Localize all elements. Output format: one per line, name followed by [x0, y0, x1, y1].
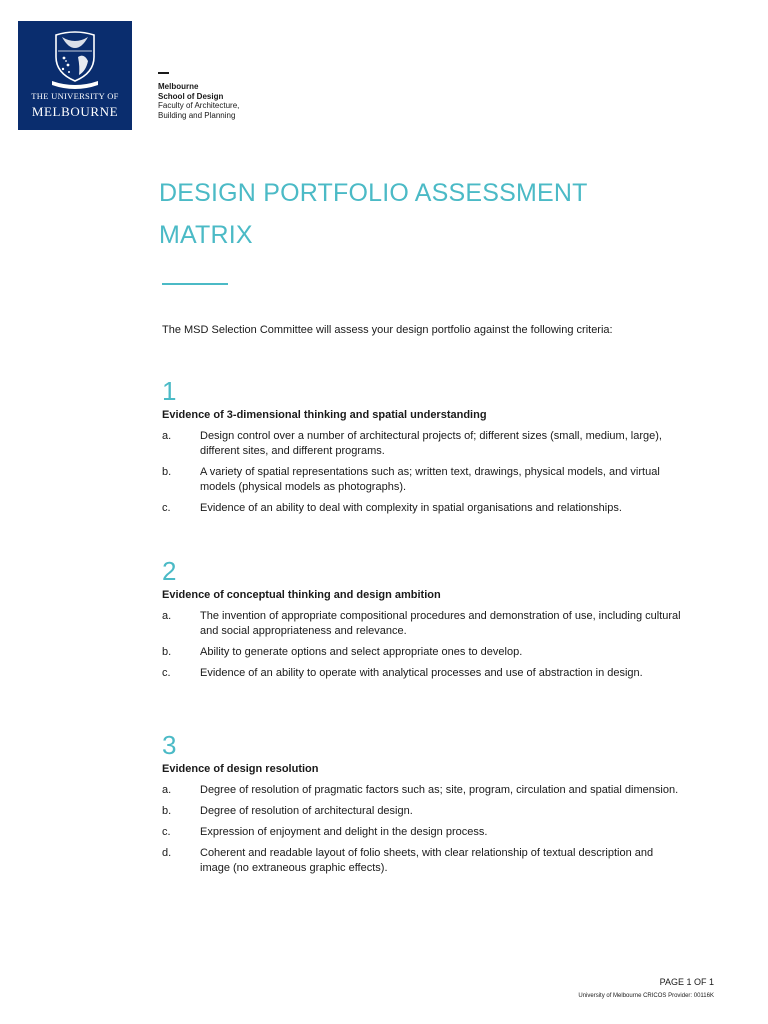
- item-text: Design control over a number of architectural projects of; different sizes (small, medium, large), different sites, and different programs.: [200, 430, 662, 457]
- item-letter: c.: [162, 667, 171, 679]
- item-text: A variety of spatial representations such as; written text, drawings, physical models, and virtual models (physical models as photographs).: [200, 466, 660, 493]
- list-item: [162, 645, 682, 660]
- list-item: [162, 501, 682, 516]
- cricos-notice: University of Melbourne CRICOS Provider: 00116K: [578, 993, 714, 999]
- title-accent-rule: [162, 283, 228, 285]
- list-item: [162, 666, 682, 681]
- faculty-line1: Faculty of Architecture,: [158, 101, 240, 110]
- item-text: Evidence of an ability to deal with complexity in spatial organisations and relationships.: [200, 502, 622, 514]
- section-number: 3: [162, 730, 177, 760]
- page-title-line1: DESIGN PORTFOLIO ASSESSMENT: [159, 179, 588, 207]
- item-text: Expression of enjoyment and delight in the design process.: [200, 826, 488, 838]
- logo-text-line2: MELBOURNE: [31, 104, 119, 119]
- section-number: 2: [162, 556, 177, 586]
- item-letter: c.: [162, 502, 171, 514]
- item-text: Degree of resolution of pragmatic factors such as; site, program, circulation and spatial dimension.: [200, 784, 679, 796]
- section-number: 1: [162, 376, 177, 406]
- item-letter: b.: [162, 805, 172, 817]
- item-text: Ability to generate options and select appropriate ones to develop.: [200, 646, 523, 658]
- page-title: [159, 172, 679, 256]
- item-letter: a.: [162, 430, 172, 442]
- school-name-line1: Melbourne: [158, 82, 199, 91]
- list-item: [162, 846, 682, 876]
- page-title-line2: MATRIX: [159, 221, 253, 249]
- item-letter: b.: [162, 646, 172, 658]
- item-letter: b.: [162, 466, 172, 478]
- intro-text: The MSD Selection Committee will assess your design portfolio against the following criteria:: [162, 324, 613, 336]
- school-dash: [158, 72, 169, 74]
- section-heading: Evidence of 3-dimensional thinking and spatial understanding: [162, 409, 487, 421]
- section-heading: Evidence of design resolution: [162, 763, 319, 775]
- item-text: Coherent and readable layout of folio sheets, with clear relationship of textual description and image (no extraneous graphic effects).: [200, 847, 654, 874]
- item-text: The invention of appropriate compositional procedures and demonstration of use, including cultural and social appropriateness and relevance.: [200, 610, 681, 637]
- criteria-section-3: [162, 730, 682, 882]
- list-item: [162, 804, 682, 819]
- item-text: Evidence of an ability to operate with analytical processes and use of abstraction in design.: [200, 667, 643, 679]
- university-logo: [18, 21, 132, 130]
- logo-text-line1: THE UNIVERSITY OF: [31, 91, 119, 101]
- item-letter: a.: [162, 784, 172, 796]
- item-letter: c.: [162, 826, 171, 838]
- item-letter: a.: [162, 610, 172, 622]
- list-item: [162, 825, 682, 840]
- list-item: [162, 429, 682, 459]
- section-heading: Evidence of conceptual thinking and design ambition: [162, 589, 441, 601]
- school-info: [158, 72, 239, 120]
- university-crest-icon: [18, 21, 132, 91]
- list-item: [162, 465, 682, 495]
- school-name-line2: School of Design: [158, 91, 224, 101]
- faculty-line2: Building and Planning: [158, 110, 236, 120]
- item-letter: d.: [162, 847, 172, 859]
- list-item: [162, 783, 682, 798]
- criteria-section-1: [162, 376, 682, 522]
- page-number: PAGE 1 OF 1: [659, 977, 714, 987]
- criteria-section-2: [162, 556, 682, 687]
- item-text: Degree of resolution of architectural design.: [200, 805, 413, 817]
- list-item: [162, 609, 682, 639]
